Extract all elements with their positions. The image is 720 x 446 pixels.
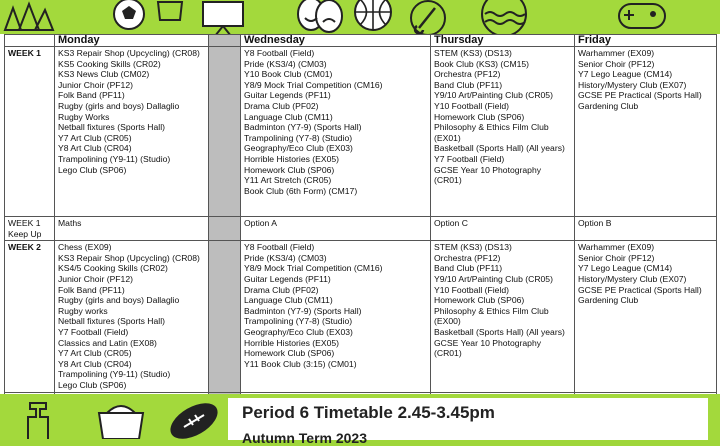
activity-item: Philosophy & Ethics Film Club (EX01) xyxy=(434,122,549,143)
activity-item: Warhammer (EX09) xyxy=(578,242,655,253)
page-subtitle: Autumn Term 2023 xyxy=(242,430,367,446)
activity-item: Philosophy & Ethics Film Club (EX00) xyxy=(434,305,549,327)
activity-item: Band Club (PF11) xyxy=(434,263,503,274)
activity-item: Pride (KS3/4) (CM03) xyxy=(244,58,327,69)
activity-item: Badminton (Y7-9) (Sports Hall) xyxy=(244,122,362,133)
keep-up-label: WEEK 1 Keep Up xyxy=(5,217,55,241)
activity-item: Y8/9 Mock Trial Competition (CM16) xyxy=(244,79,383,90)
activity-item: Book Club (6th Form) (CM17) xyxy=(244,185,358,196)
activity-item: Y10 Football (Field) xyxy=(434,100,509,111)
activity-item: Gardening Club xyxy=(578,295,639,306)
keep-up-cell: Option C xyxy=(431,217,575,241)
activity-item: Y9/10 Art/Painting Club (CR05) xyxy=(434,273,553,284)
easel-icon xyxy=(196,0,250,36)
activity-item: KS5 Cooking Skills (CR02) xyxy=(58,58,161,69)
activity-item: GCSE PE Practical (Sports Hall) xyxy=(578,90,702,101)
activity-item: GCSE PE Practical (Sports Hall) xyxy=(578,284,702,295)
activity-item: GCSE Year 10 Photography (CR01) xyxy=(434,337,542,359)
activity-item: Y7 Art Club (CR05) xyxy=(58,348,132,359)
activity-item: Book Club (KS3) (CM15) xyxy=(434,58,530,69)
activity-item: KS4/5 Cooking Skills (CR02) xyxy=(58,263,168,274)
activity-item: Homework Club (SP06) xyxy=(244,348,335,359)
rugby-ball-icon xyxy=(164,398,224,438)
activity-item: Y10 Book Club (CM01) xyxy=(244,69,333,80)
activity-item: Horrible Histories (EX05) xyxy=(244,153,340,164)
activity-item: Rugby Works xyxy=(58,111,110,122)
activity-item: Basketball (Sports Hall) (All years) xyxy=(434,326,565,337)
activity-item: Band Club (PF11) xyxy=(434,79,503,90)
activity-item: Folk Band (PF11) xyxy=(58,90,125,101)
week-row xyxy=(5,241,717,392)
activity-item: Y8 Art Club (CR04) xyxy=(58,358,132,369)
activity-item: KS3 Repair Shop (Upcycling) (CR08) xyxy=(58,252,200,263)
trees-icon xyxy=(0,0,58,36)
gamepad-icon xyxy=(614,0,670,36)
day-cell xyxy=(431,47,575,217)
cooking-pot-icon xyxy=(92,398,150,438)
timetable-sheet xyxy=(0,34,720,394)
activity-item: Homework Club (SP06) xyxy=(244,164,335,175)
activity-item: History/Mystery Club (EX07) xyxy=(578,273,687,284)
activity-item: Pride (KS3/4) (CM03) xyxy=(244,252,327,263)
activity-item: KS3 Repair Shop (Upcycling) (CR08) xyxy=(58,48,200,58)
activity-item: Orchestra (PF12) xyxy=(434,69,501,80)
activity-item: Rugby works xyxy=(58,305,108,316)
activity-item: Senior Choir (PF12) xyxy=(578,58,655,69)
activity-item: Geography/Eco Club (EX03) xyxy=(244,326,353,337)
activity-item: Drama Club (PF02) xyxy=(244,100,319,111)
activity-item: Y11 Art Stretch (CR05) xyxy=(244,175,332,186)
activity-item: Y8/9 Mock Trial Competition (CM16) xyxy=(244,263,383,274)
activity-item: Chess (EX09) xyxy=(58,242,112,253)
activity-item: Orchestra (PF12) xyxy=(434,252,501,263)
activity-item: Basketball (Sports Hall) (All years) xyxy=(434,143,565,154)
activity-item: KS3 News Club (CM02) xyxy=(58,69,150,80)
activity-item: Gardening Club xyxy=(578,100,639,111)
day-cell xyxy=(575,241,717,392)
day-cell xyxy=(575,47,717,217)
header-row xyxy=(5,35,717,47)
page-title: Period 6 Timetable 2.45-3.45pm xyxy=(242,403,495,422)
activity-item: Horrible Histories (EX05) xyxy=(244,337,340,348)
activity-item: Y8 Football (Field) xyxy=(244,48,315,58)
chess-icon xyxy=(18,398,58,438)
activity-item: Netball fixtures (Sports Hall) xyxy=(58,122,165,133)
keep-up-row xyxy=(5,217,717,241)
day-cell xyxy=(55,47,209,217)
week-label: WEEK 2 xyxy=(5,241,55,392)
activity-item: Trampolining (Y9-11) (Studio) xyxy=(58,153,171,164)
activity-item: Y11 Book Club (3:15) (CM01) xyxy=(244,358,357,369)
activity-item: Language Club (CM11) xyxy=(244,295,333,306)
day-cell xyxy=(431,241,575,392)
day-cell xyxy=(241,241,431,392)
keep-up-cell: Maths xyxy=(55,217,209,241)
activity-item: Homework Club (SP06) xyxy=(434,111,525,122)
activity-item: Folk Band (PF11) xyxy=(58,284,125,295)
activity-item: Y8 Art Club (CR04) xyxy=(58,143,132,154)
activity-item: STEM (KS3) (DS13) xyxy=(434,242,512,253)
activity-item: Y10 Football (Field) xyxy=(434,284,509,295)
day-header-wednesday: Wednesday xyxy=(241,35,431,47)
activity-item: Warhammer (EX09) xyxy=(578,48,655,58)
activity-item: Badminton (Y7-9) (Sports Hall) xyxy=(244,305,362,316)
day-header-thursday: Thursday xyxy=(431,35,575,47)
activity-item: Y7 Lego League (CM14) xyxy=(578,69,673,80)
activity-item: Y7 Football (Field) xyxy=(434,153,505,164)
waves-icon xyxy=(476,0,532,36)
basketball-icon xyxy=(350,0,396,36)
chef-icon xyxy=(150,0,190,36)
week-label: WEEK 1 xyxy=(5,47,55,217)
keep-up-cell: Option B xyxy=(575,217,717,241)
guitar-icon xyxy=(402,0,454,36)
activity-item: Geography/Eco Club (EX03) xyxy=(244,143,353,154)
football-icon xyxy=(108,0,150,36)
activity-item: Y8 Football (Field) xyxy=(244,242,315,253)
day-cell xyxy=(55,241,209,392)
activity-item: Trampolining (Y9-11) (Studio) xyxy=(58,369,171,380)
day-header-monday: Monday xyxy=(55,35,209,47)
week-row xyxy=(5,47,717,217)
top-banner xyxy=(0,0,720,36)
timetable xyxy=(4,34,717,417)
activity-item: Trampolining (Y7-8) (Studio) xyxy=(244,316,353,327)
activity-item: Guitar Legends (PF11) xyxy=(244,90,331,101)
activity-item: Y7 Art Club (CR05) xyxy=(58,132,132,143)
activity-item: Junior Choir (PF12) xyxy=(58,273,133,284)
activity-item: Lego Club (SP06) xyxy=(58,379,127,390)
activity-item: History/Mystery Club (EX07) xyxy=(578,79,687,90)
day-header-friday: Friday xyxy=(575,35,717,47)
activity-item: Netball fixtures (Sports Hall) xyxy=(58,316,165,327)
activity-item: Junior Choir (PF12) xyxy=(58,79,133,90)
activity-item: Lego Club (SP06) xyxy=(58,164,127,175)
activity-item: STEM (KS3) (DS13) xyxy=(434,48,512,58)
gray-column xyxy=(209,35,241,47)
activity-item: Y7 Lego League (CM14) xyxy=(578,263,673,274)
activity-item: Guitar Legends (PF11) xyxy=(244,273,331,284)
activity-item: Language Club (CM11) xyxy=(244,111,333,122)
activity-item: Y9/10 Art/Painting Club (CR05) xyxy=(434,90,553,101)
activity-item: Senior Choir (PF12) xyxy=(578,252,655,263)
activity-item: Trampolining (Y7-8) (Studio) xyxy=(244,132,353,143)
theatre-masks-icon xyxy=(292,0,348,36)
keep-up-cell: Option A xyxy=(241,217,431,241)
activity-item: Homework Club (SP06) xyxy=(434,295,525,306)
activity-item: Drama Club (PF02) xyxy=(244,284,319,295)
activity-item: GCSE Year 10 Photography (CR01) xyxy=(434,164,542,186)
day-cell xyxy=(241,47,431,217)
activity-item: Rugby (girls and boys) Dallaglio xyxy=(58,100,180,111)
activity-item: Rugby (girls and boys) Dallaglio xyxy=(58,295,180,306)
activity-item: Classics and Latin (EX08) xyxy=(58,337,157,348)
activity-item: Y7 Football (Field) xyxy=(58,326,129,337)
